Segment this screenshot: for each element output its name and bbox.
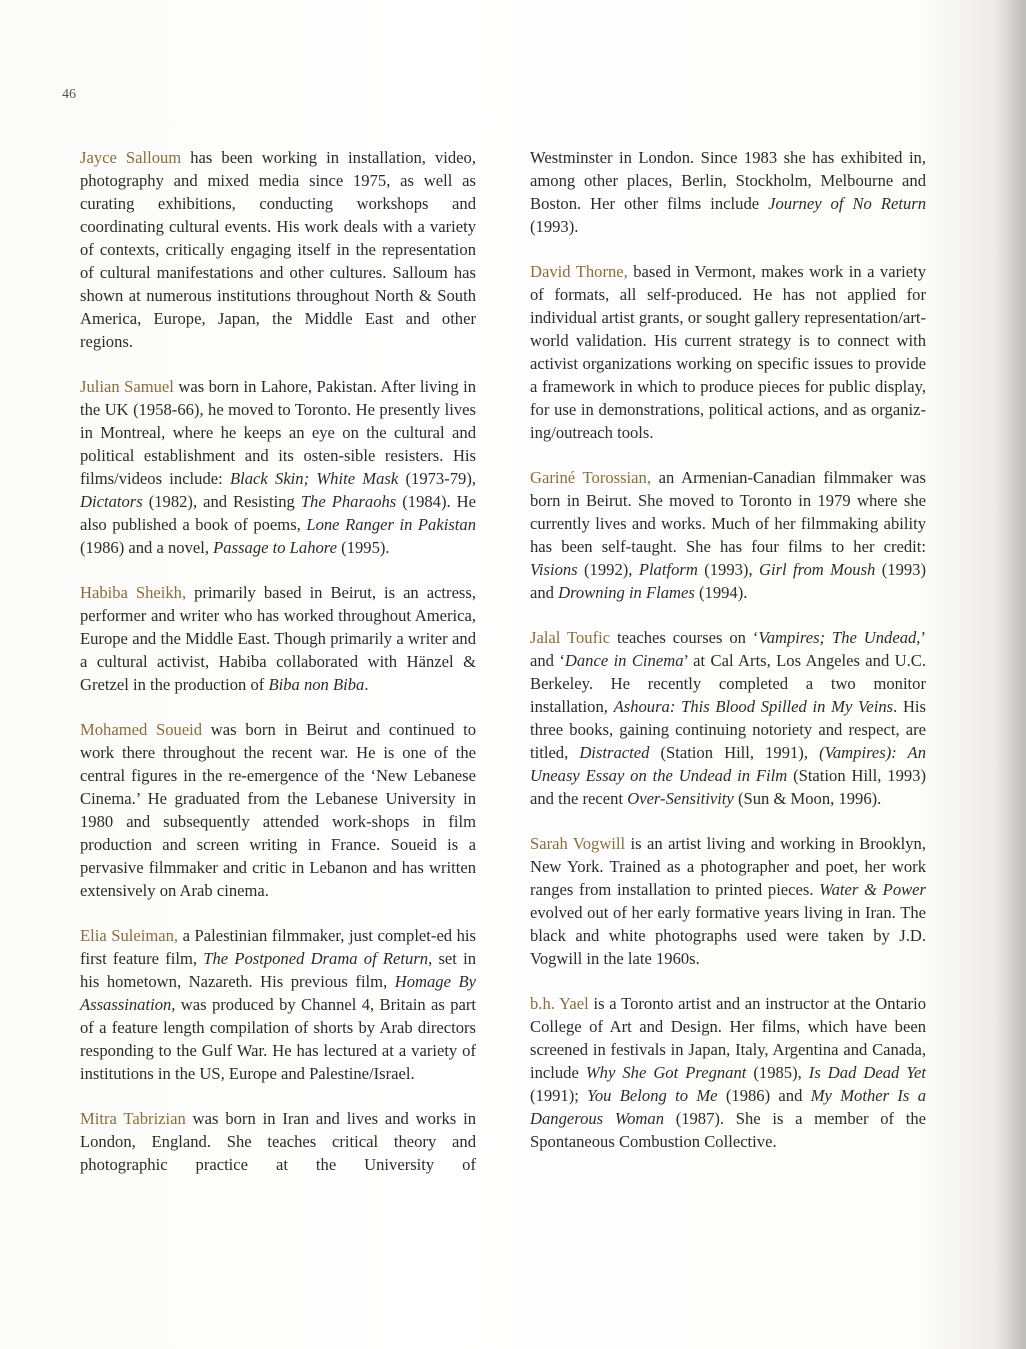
work-title: Ashoura: This Blood Spilled in My Veins bbox=[613, 697, 894, 716]
bio-text: (1986) and a novel, bbox=[80, 538, 214, 557]
bio-text: (1982), and Resisting bbox=[142, 492, 301, 511]
right-column bbox=[530, 146, 926, 1175]
bio-text: evolved out of her early formative years living in Iran. The black and white photographs used were taken by J.D. Vogwill in the late 1960s. bbox=[530, 903, 926, 968]
work-title: The Pharaohs bbox=[300, 492, 397, 511]
bio-text: (Sun & Moon, 1996). bbox=[733, 789, 882, 808]
bio-text: set in his hometown, Nazareth. His previous film, bbox=[80, 949, 476, 991]
bio-text: (1984). He also published a book of poems, bbox=[80, 492, 476, 534]
bio-david-thorne bbox=[530, 260, 926, 444]
bio-text: (1973-79), bbox=[398, 469, 477, 488]
work-title: Homage By Assassination, bbox=[80, 972, 476, 1014]
bio-name: Sarah Vogwill bbox=[530, 834, 626, 853]
bio-mitra-tabrizian-continued bbox=[530, 146, 926, 238]
work-title: (Vampires): An Uneasy Essay on the Undead in Film bbox=[530, 743, 926, 785]
bio-habiba-sheikh bbox=[80, 581, 476, 696]
page-edge-shadow bbox=[994, 0, 1026, 1349]
work-title: Drowning in Flames bbox=[558, 583, 695, 602]
bio-text: (Station Hill, 1991), bbox=[649, 743, 820, 762]
work-title: Water & Power bbox=[819, 880, 927, 899]
work-title: Journey of No Return bbox=[768, 194, 926, 213]
work-title: Biba non Biba bbox=[268, 675, 365, 694]
bio-text: ’ and ‘ bbox=[530, 628, 926, 670]
work-title: My Mother Is a Dangerous Woman bbox=[530, 1086, 927, 1128]
bio-name: Julian Samuel bbox=[80, 377, 174, 396]
bio-text: . His three books, gaining continuing notoriety and respect, are titled, bbox=[530, 697, 926, 762]
work-title: Girl from Moush bbox=[759, 560, 876, 579]
bio-text: Westminster in London. Since 1983 she has exhibited in, among other places, Berlin, Stockholm, Melbourne and Boston. Her other films include bbox=[530, 148, 926, 213]
page-number: 46 bbox=[62, 87, 76, 102]
work-title: Vampires; The Undead, bbox=[758, 628, 921, 647]
bio-bh-yael bbox=[530, 992, 926, 1153]
work-title: Over-Sensitivity bbox=[627, 789, 734, 808]
bio-text: was born in Lahore, Pakistan. After living in the UK (1958-66), he moved to Toronto. He presently lives in Montreal, where he keeps an eye on the cultural and political establishment and its osten-sible resisters. His films/videos include: bbox=[80, 377, 477, 488]
bio-name: Habiba Sheikh, bbox=[80, 583, 187, 602]
bio-mitra-tabrizian bbox=[80, 1107, 476, 1176]
bio-name: Jalal Toufic bbox=[530, 628, 611, 647]
bio-mohamed-soueid bbox=[80, 718, 476, 902]
work-title: Dance in Cinema bbox=[564, 651, 684, 670]
bio-text: is a Toronto artist and an instructor at the Ontario College of Art and Design. Her films, which have been screened in festivals in Japan, Italy, Argentina and Canada, include bbox=[530, 994, 926, 1082]
bio-name: Jayce Salloum bbox=[80, 148, 182, 167]
bio-name: David Thorne, bbox=[530, 262, 628, 281]
work-title: You Belong to Me bbox=[587, 1086, 718, 1105]
bio-name: Gariné Torossian, bbox=[530, 468, 651, 487]
bio-text: was born in Beirut and continued to work there throughout the recent war. He is one of the central figures in the re-emergence of the ‘New Lebanese Cinema.’ He graduated from the Lebanese University in 1980 and subsequently attended work-shops in film production and screen writing in France. Soueid is a pervasive filmmaker and critic in Lebanon and has written extensively on Arab cinema. bbox=[80, 720, 476, 900]
work-title: Black Skin; White Mask bbox=[230, 469, 399, 488]
bio-sarah-vogwill bbox=[530, 832, 926, 970]
work-title: Dictators bbox=[80, 492, 143, 511]
bio-text: (1994). bbox=[694, 583, 748, 602]
bio-garine-torossian bbox=[530, 466, 926, 604]
bio-text: ’ at Cal Arts, Los Angeles and U.C. Berkeley. He recently completed a two monitor installation, bbox=[530, 651, 926, 716]
bio-text: (1993). bbox=[530, 217, 579, 236]
left-column bbox=[80, 146, 476, 1198]
bio-text: primarily based in Beirut, is an actress, performer and writer who has worked throughout America, Europe and the Middle East. Though primarily a writer and a cultural activist, Habiba collaborated with Hänzel & Gretzel in the production of bbox=[80, 583, 476, 694]
bio-text: was born in Iran and lives and works in London, England. She teaches critical theory and photographic practice at the University of bbox=[80, 1109, 476, 1174]
bio-elia-suleiman bbox=[80, 924, 476, 1085]
bio-text: (1991); bbox=[530, 1086, 588, 1105]
bio-jalal-toufic bbox=[530, 626, 926, 810]
bio-text: an Armenian-Canadian filmmaker was born in Beirut. She moved to Toronto in 1979 where she currently lives and works. Much of her filmmaking ability has been self-taught. She has four films to her credit: bbox=[530, 468, 926, 556]
bio-text: teaches courses on ‘ bbox=[610, 628, 759, 647]
work-title: The Postponed Drama of Return, bbox=[203, 949, 433, 968]
bio-text: (Station Hill, 1993) and the recent bbox=[530, 766, 926, 808]
bio-name: Elia Suleiman, bbox=[80, 926, 179, 945]
work-title: Visions bbox=[530, 560, 578, 579]
bio-julian-samuel bbox=[80, 375, 476, 559]
work-title: Platform bbox=[638, 560, 698, 579]
bio-text: (1993), bbox=[697, 560, 759, 579]
bio-text: (1995). bbox=[337, 538, 390, 557]
bio-name: Mohamed Soueid bbox=[80, 720, 203, 739]
bio-jayce-salloum bbox=[80, 146, 476, 353]
bio-text: (1986) and bbox=[717, 1086, 811, 1105]
work-title: Why She Got Pregnant bbox=[585, 1063, 747, 1082]
bio-name: b.h. Yael bbox=[530, 994, 589, 1013]
work-title: Passage to Lahore bbox=[213, 538, 338, 557]
bio-name: Mitra Tabrizian bbox=[80, 1109, 186, 1128]
work-title: Is Dad Dead Yet bbox=[808, 1063, 927, 1082]
bio-text: (1985), bbox=[746, 1063, 809, 1082]
bio-text: based in Vermont, makes work in a variety of formats, all self-produced. He has not applied for individual artist grants, or sought gallery representation/art-world validation. His current strategy is to connect with activist organizations working on specific issues to provide a framework in which to produce pieces for public display, for use in demonstrations, political actions, and as organiz-ing/outreach tools. bbox=[530, 262, 926, 442]
work-title: Distracted bbox=[579, 743, 650, 762]
bio-text: (1987). She is a member of the Spontaneous Combustion Collective. bbox=[530, 1109, 926, 1151]
bio-text: (1993) and bbox=[530, 560, 926, 602]
bio-text: was produced by Channel 4, Britain as part of a feature length compilation of shorts by Arab directors responding to the Gulf War. He has lectured at a variety of institutions in the US, Europe and Palestine/Israel. bbox=[80, 995, 476, 1083]
bio-text: a Palestinian filmmaker, just complet-ed his first feature film, bbox=[80, 926, 476, 968]
bio-text: (1992), bbox=[577, 560, 639, 579]
bio-text: . bbox=[364, 675, 369, 694]
bio-text: is an artist living and working in Brooklyn, New York. Trained as a photographer and poet, her work ranges from installation to printed pieces. bbox=[530, 834, 926, 899]
work-title: Lone Ranger in Pakistan bbox=[306, 515, 476, 534]
bio-text: has been working in installation, video, photography and mixed media since 1975, as well as curating exhibitions, conducting workshops and coordinating cultural events. His work deals with a variety of contexts, critically engaging itself in the representation of cultural manifestations and other cultures. Salloum has shown at numerous institutions throughout North & South America, Europe, Japan, the Middle East and other regions. bbox=[80, 148, 476, 351]
